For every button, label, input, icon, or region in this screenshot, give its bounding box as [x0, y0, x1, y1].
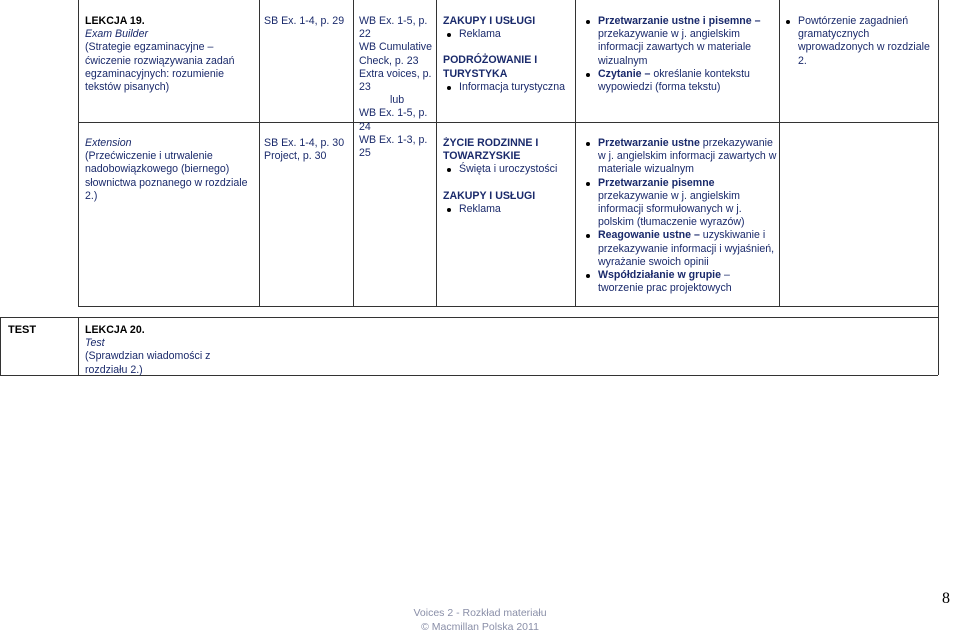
row1-grammar-cell: [782, 15, 938, 68]
wb-reference-4: 23: [359, 81, 371, 94]
list-item: Przetwarzanie ustne przekazywanie w j. angielskim informacji zawartych w materiale wizualnym: [582, 137, 778, 177]
row3-divider-line: [78, 317, 79, 375]
page-number: 8: [942, 590, 950, 607]
list-item: Powtórzenie zagadnień gramatycznych wprowadzonych w rozdziale 2.: [782, 15, 938, 68]
col-line-3: [436, 0, 437, 306]
wb-reference-6: WB Ex. 1-3, p. 25: [359, 133, 428, 160]
footer-title: Voices 2 - Rozkład materiału: [413, 607, 547, 619]
wb-reference-2: WB Cumulative Check, p. 23: [359, 41, 432, 67]
list-item: Współdziałanie w grupie – tworzenie prac projektowych: [582, 269, 778, 295]
col-line-6: [938, 0, 939, 375]
row2-lesson-cell: [85, 137, 257, 203]
row3-lesson-cell: [85, 324, 257, 377]
topic-heading: ZAKUPY I USŁUGI: [443, 15, 536, 27]
list-item: Czytanie – określanie kontekstu wypowiedzi (forma tekstu): [582, 68, 778, 94]
sb-reference: SB Ex. 1-4, p. 30: [264, 137, 345, 149]
row2-sb-cell: [264, 137, 352, 163]
list-item: Reklama: [443, 28, 573, 41]
col-line-1: [259, 0, 260, 306]
row1-sb-cell: [264, 15, 352, 28]
list-item: Święta i uroczystości: [443, 163, 573, 176]
lesson-description: (Sprawdzian wiadomości z rozdziału 2.): [85, 350, 211, 376]
lesson-description: (Przećwiczenie i utrwalenie nadobowiązkowego (biernego) słownictwa poznanego w rozdziale 2.): [85, 150, 248, 202]
row1-skills-cell: [582, 15, 778, 94]
wb-reference-5: WB Ex. 1-5, p. 24: [359, 107, 428, 133]
row3-left-line: [0, 317, 1, 375]
row1-topics-cell: [443, 15, 573, 94]
row3-label-cell: [8, 324, 76, 337]
topic-heading: PODRÓŻOWANIE I TURYSTYKA: [443, 54, 538, 80]
list-item: Przetwarzanie ustne i pisemne – przekazywanie w j. angielskim informacji zawartych w materiale wizualnym: [582, 15, 778, 68]
project-reference: Project, p. 30: [264, 150, 327, 163]
list-item: Informacja turystyczna: [443, 81, 573, 94]
row1-lesson-cell: [85, 15, 257, 94]
col-line-4: [575, 0, 576, 306]
col-line-2: [353, 0, 354, 306]
lesson-subtitle: Exam Builder: [85, 28, 148, 41]
col-line-5: [779, 0, 780, 306]
list-item: Reklama: [443, 203, 573, 216]
wb-reference-1: WB Ex. 1-5, p. 22: [359, 15, 428, 41]
row2-topics-cell: [443, 137, 573, 216]
wb-reference-or: lub: [390, 94, 405, 107]
footer-copyright: © Macmillan Polska 2011: [421, 621, 539, 633]
test-label: TEST: [8, 324, 37, 336]
lesson-subtitle: Test: [85, 337, 105, 350]
list-item: Przetwarzanie pisemne przekazywanie w j. angielskim informacji sformułowanych w j. polskim (tłumaczenie wyrazów): [582, 177, 778, 230]
table-top-row3: [0, 317, 938, 318]
lesson-title: LEKCJA 20.: [85, 324, 145, 336]
topic-heading: ZAKUPY I USŁUGI: [443, 189, 536, 202]
lesson-description: (Strategie egzaminacyjne – ćwiczenie rozwiązywania zadań egzaminacyjnych: rozumienie tekstów pisanych): [85, 41, 235, 94]
table-bottom-row2: [78, 306, 938, 307]
lesson-subtitle: Extension: [85, 137, 132, 149]
list-item: Reagowanie ustne – uzyskiwanie i przekazywanie informacji i wyjaśnień, wyrażanie swoich opinii: [582, 229, 778, 269]
col-line-0: [78, 0, 79, 306]
topic-heading: ŻYCIE RODZINNE I TOWARZYSKIE: [443, 137, 539, 163]
table-bottom-row1: [78, 122, 938, 123]
row2-skills-cell: [582, 137, 778, 295]
lesson-title: LEKCJA 19.: [85, 15, 145, 27]
wb-reference-3: Extra voices, p.: [359, 67, 432, 80]
row1-wb-cell: [359, 15, 435, 160]
sb-reference: SB Ex. 1-4, p. 29: [264, 15, 345, 27]
